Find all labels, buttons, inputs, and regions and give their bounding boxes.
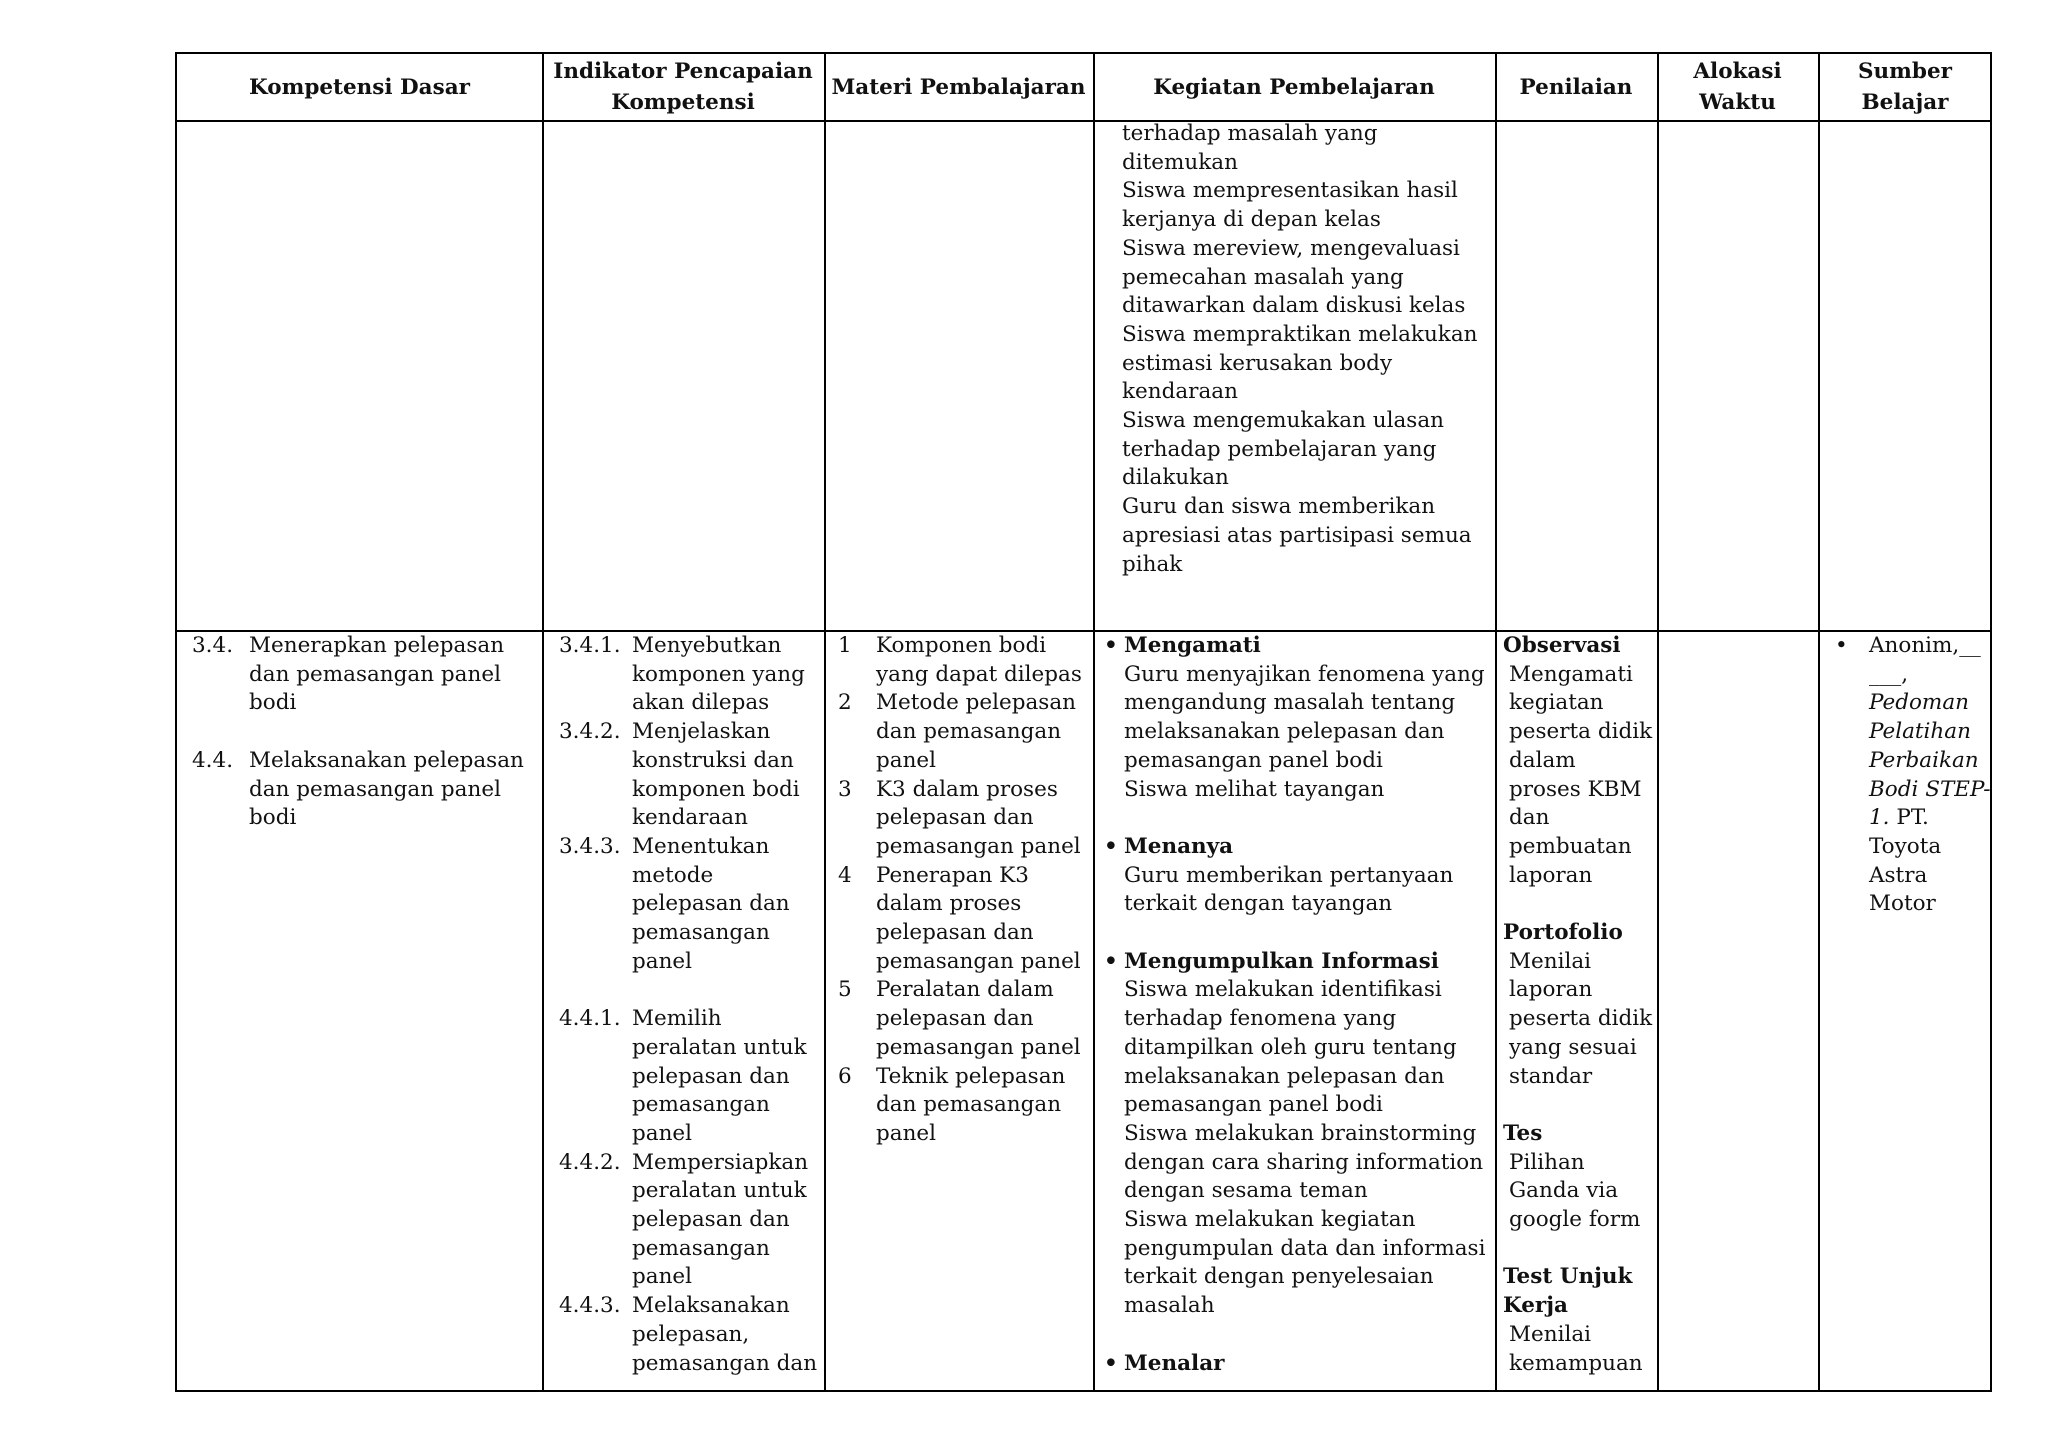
item-text-line: Memilih [632, 1006, 722, 1032]
item-text-line: Teknik pelepasan [876, 1063, 1066, 1089]
item-number: 3.4. [192, 633, 234, 658]
column-divider [1818, 54, 1820, 1390]
kegiatan-step-body [1104, 976, 1492, 1320]
item-text-line: Menjelaskan [632, 719, 771, 745]
item-number: 4.4.1. [559, 1006, 621, 1032]
penilaian-text-line: Pilihan [1509, 1149, 1585, 1175]
penilaian-text-line: peserta didik [1509, 719, 1653, 745]
kegiatan-text-line: ditawarkan dalam diskusi kelas [1122, 293, 1466, 319]
source-title-part: 1. [1869, 805, 1890, 831]
kegiatan-step-body [1104, 862, 1492, 919]
kegiatan-step-heading: • Mengumpulkan Informasi [1104, 948, 1492, 977]
kegiatan-text-line: pihak [1122, 551, 1183, 577]
kegiatan-text-line: dilakukan [1122, 465, 1229, 491]
penilaian-text-line: dalam [1509, 747, 1576, 773]
source-text-line: ___, [1869, 661, 1909, 687]
item-text-line: yang dapat dilepas [876, 661, 1082, 687]
item-number: 4 [838, 862, 852, 888]
item-text-line: metode [632, 862, 714, 888]
column-divider [1495, 54, 1497, 1390]
kegiatan-text-line: apresiasi atas partisipasi semua [1122, 522, 1472, 548]
item-text-line: panel [632, 948, 693, 974]
item-text-line: komponen yang [632, 661, 805, 687]
header-sumber-belajar: Sumber Belajar [1858, 59, 1952, 115]
penilaian-text-line: Mengamati [1509, 661, 1633, 687]
row2-sumber-cell [1835, 632, 1990, 919]
column-divider [1093, 54, 1095, 1390]
item-text-line: pelepasan dan [632, 1063, 790, 1089]
kegiatan-text-line: Guru menyajikan fenomena yang [1124, 661, 1485, 687]
kegiatan-text-line: Guru memberikan pertanyaan [1124, 862, 1454, 888]
item-text-line: Menentukan [632, 833, 770, 859]
penilaian-text-line: pembuatan [1509, 833, 1632, 859]
kegiatan-step-heading: • Menalar [1104, 1350, 1492, 1379]
item-text-line: Menerapkan pelepasan [249, 633, 505, 658]
header-indikator: Indikator Pencapaian Kompetensi [553, 59, 813, 115]
kegiatan-text-line: terkait dengan tayangan [1124, 891, 1393, 917]
source-title-part: Bodi STEP- [1869, 776, 1991, 802]
item-text-line: K3 dalam proses [876, 776, 1058, 802]
header-alokasi-waktu: Alokasi Waktu [1693, 59, 1782, 115]
spacer [1104, 1321, 1492, 1350]
source-text-line: Anonim,__ [1869, 633, 1981, 658]
penilaian-text-line: peserta didik [1509, 1006, 1653, 1032]
penilaian-body [1503, 1321, 1655, 1378]
header-penilaian: Penilaian [1519, 74, 1633, 100]
source-text-line [1869, 747, 1990, 776]
penilaian-text-line: laporan [1509, 862, 1593, 888]
row2-kompetensi-cell [192, 632, 537, 833]
list-item [559, 718, 821, 833]
item-number: 4.4.3. [559, 1293, 621, 1319]
item-number: 6 [838, 1063, 852, 1089]
item-text-line: pelepasan dan [876, 1006, 1034, 1032]
kegiatan-text-line: pengumpulan data dan informasi [1124, 1235, 1486, 1261]
item-text-line: Komponen bodi [876, 633, 1047, 658]
spacer [559, 976, 821, 1005]
list-item [838, 862, 1090, 977]
list-item [192, 747, 537, 833]
list-item [559, 1292, 821, 1378]
item-text-line: dan pemasangan panel [249, 776, 501, 802]
item-text-line: Peralatan dalam [876, 977, 1054, 1003]
source-text-line: Motor [1869, 891, 1936, 917]
item-number: 4.4. [192, 747, 234, 773]
spacer [1503, 1235, 1655, 1264]
kegiatan-text-line: Guru dan siswa memberikan [1122, 494, 1436, 520]
kegiatan-text-line: melaksanakan pelepasan dan [1124, 1063, 1445, 1089]
penilaian-heading: Portofolio [1503, 920, 1623, 946]
bullet-icon: • [1835, 633, 1848, 658]
item-text-line: konstruksi dan [632, 747, 794, 773]
column-divider [824, 54, 826, 1390]
kegiatan-text-line: Siswa melakukan kegiatan [1124, 1207, 1416, 1233]
kegiatan-text-line: Siswa mempraktikan melakukan [1122, 321, 1478, 347]
header-materi: Materi Pembalajaran [831, 74, 1086, 100]
penilaian-body [1503, 1149, 1655, 1235]
source-title-part: Perbaikan [1869, 747, 1979, 773]
item-text-line: pelepasan dan [876, 920, 1034, 946]
source-text-line: Toyota [1869, 833, 1942, 859]
penilaian-text-line: google form [1509, 1207, 1641, 1233]
item-text-line: pemasangan panel [876, 1034, 1081, 1060]
kegiatan-text-line: masalah [1124, 1293, 1215, 1319]
kegiatan-step-heading: • Mengamati [1104, 632, 1492, 661]
item-text-line: pemasangan dan [632, 1350, 818, 1376]
kegiatan-text-line: ditampilkan oleh guru tentang [1124, 1034, 1457, 1060]
kegiatan-text-line: dengan cara sharing information [1124, 1149, 1484, 1175]
item-text-line: dan pemasangan [876, 719, 1062, 745]
item-text-line: peralatan untuk [632, 1178, 807, 1204]
penilaian-text-line: laporan [1509, 977, 1593, 1003]
item-text-line: bodi [249, 805, 297, 831]
item-text-line: Melaksanakan pelepasan [249, 747, 524, 773]
penilaian-heading: Kerja [1503, 1293, 1568, 1319]
kegiatan-text-line: melaksanakan pelepasan dan [1124, 719, 1445, 745]
item-text-line: pemasangan [632, 1092, 770, 1118]
source-text-line [1869, 804, 1990, 833]
source-text-line: Astra [1869, 862, 1928, 888]
header-divider [177, 120, 1990, 122]
penilaian-heading: Test Unjuk [1503, 1264, 1633, 1290]
item-text-line: panel [632, 1120, 693, 1146]
item-text-line: komponen bodi [632, 776, 800, 802]
item-text-line: pelepasan, [632, 1321, 750, 1347]
source-title-part: Pedoman [1869, 690, 1969, 716]
list-item [838, 689, 1090, 775]
list-item [838, 632, 1090, 689]
item-text-line: panel [632, 1264, 693, 1290]
penilaian-text-line: kegiatan [1509, 690, 1604, 716]
item-text-line: pemasangan [632, 1235, 770, 1261]
item-text-line: Metode pelepasan [876, 690, 1077, 716]
item-text-line: dan pemasangan [876, 1092, 1062, 1118]
source-text-line [1869, 689, 1990, 718]
item-text-line: peralatan untuk [632, 1034, 807, 1060]
penilaian-text-line: dan [1509, 805, 1550, 831]
item-text-line: pemasangan [632, 920, 770, 946]
kegiatan-text-line: ditemukan [1122, 149, 1238, 175]
item-text-line: bodi [249, 690, 297, 716]
item-text-line: pelepasan dan [876, 805, 1034, 831]
list-item [559, 632, 821, 718]
item-number: 3 [838, 776, 852, 802]
penilaian-body [1503, 948, 1655, 1092]
item-text-line: Melaksanakan [632, 1293, 790, 1319]
column-divider [542, 54, 544, 1390]
penilaian-body [1503, 661, 1655, 891]
spacer [1503, 890, 1655, 919]
kegiatan-text-line: Siswa mempresentasikan hasil [1122, 178, 1458, 204]
kegiatan-text-line: terkait dengan penyelesaian [1124, 1264, 1434, 1290]
penilaian-text-line: kemampuan [1509, 1350, 1643, 1376]
item-number: 4.4.2. [559, 1149, 621, 1175]
source-publisher-part: PT. [1896, 805, 1929, 831]
kegiatan-text-line: pemasangan panel bodi [1124, 1092, 1383, 1118]
kegiatan-text-line: Siswa melakukan brainstorming [1124, 1120, 1477, 1146]
column-divider [1657, 54, 1659, 1390]
header-kegiatan: Kegiatan Pembelajaran [1153, 74, 1435, 100]
source-text-line [1869, 718, 1990, 747]
source-title-part: Pelatihan [1869, 719, 1971, 745]
list-item [559, 1149, 821, 1293]
penilaian-text-line: Ganda via [1509, 1178, 1619, 1204]
kegiatan-text-line: kendaraan [1122, 379, 1238, 405]
penilaian-heading: Observasi [1503, 633, 1621, 658]
kegiatan-text-line: Siswa mengemukakan ulasan [1122, 408, 1444, 434]
spacer [1503, 1091, 1655, 1120]
kegiatan-text-line: Siswa mereview, mengevaluasi [1122, 235, 1460, 261]
row2-penilaian-cell [1503, 632, 1655, 1378]
item-text-line: pemasangan panel [876, 948, 1081, 974]
item-text-line: kendaraan [632, 805, 748, 831]
source-entry [1835, 632, 1990, 919]
kegiatan-text-line: pemasangan panel bodi [1124, 747, 1383, 773]
list-item [838, 1063, 1090, 1149]
item-text-line: pelepasan dan [632, 1207, 790, 1233]
spacer [192, 718, 537, 747]
item-text-line: akan dilepas [632, 690, 770, 716]
item-text-line: dan pemasangan panel [249, 661, 501, 687]
item-text-line: panel [876, 1120, 937, 1146]
item-number: 3.4.1. [559, 633, 621, 658]
row2-indikator-cell [559, 632, 821, 1378]
kegiatan-text-line: Siswa melihat tayangan [1124, 776, 1385, 802]
item-number: 3.4.3. [559, 833, 621, 859]
kegiatan-text-line: terhadap fenomena yang [1124, 1006, 1397, 1032]
item-number: 2 [838, 690, 852, 716]
row2-kegiatan-cell [1104, 632, 1492, 1378]
kegiatan-text-line: kerjanya di depan kelas [1122, 207, 1381, 233]
row2-materi-cell [838, 632, 1090, 1149]
list-item [559, 1005, 821, 1149]
spacer [1104, 919, 1492, 948]
item-text-line: panel [876, 747, 937, 773]
list-item [838, 976, 1090, 1062]
item-number: 1 [838, 633, 852, 658]
kegiatan-text-line: dengan sesama teman [1124, 1178, 1368, 1204]
kegiatan-text-line: mengandung masalah tentang [1124, 690, 1456, 716]
header-kompetensi-dasar: Kompetensi Dasar [249, 74, 470, 100]
spacer [1104, 804, 1492, 833]
kegiatan-text-line: terhadap pembelajaran yang [1122, 436, 1437, 462]
item-text-line: Penerapan K3 [876, 862, 1029, 888]
penilaian-heading: Tes [1503, 1120, 1543, 1146]
item-text-line: Menyebutkan [632, 633, 782, 658]
penilaian-text-line: yang sesuai [1509, 1034, 1637, 1060]
penilaian-text-line: Menilai [1509, 1321, 1592, 1347]
list-item [192, 632, 537, 718]
kegiatan-text-line: pemecahan masalah yang [1122, 264, 1404, 290]
item-number: 5 [838, 977, 852, 1003]
kegiatan-text-line: terhadap masalah yang [1122, 121, 1378, 146]
item-text-line: pelepasan dan [632, 891, 790, 917]
item-text-line: pemasangan panel [876, 833, 1081, 859]
rpp-table [175, 52, 1992, 1392]
list-item [838, 776, 1090, 862]
list-item [559, 833, 821, 977]
kegiatan-step-heading: • Menanya [1104, 833, 1492, 862]
row1-kegiatan-cell [1122, 120, 1492, 579]
penilaian-text-line: proses KBM [1509, 776, 1642, 802]
kegiatan-step-body [1104, 661, 1492, 805]
item-text-line: dalam proses [876, 891, 1022, 917]
kegiatan-text-line: Siswa melakukan identifikasi [1124, 977, 1442, 1003]
item-text-line: Mempersiapkan [632, 1149, 809, 1175]
kegiatan-text-line: estimasi kerusakan body [1122, 350, 1393, 376]
penilaian-text-line: standar [1509, 1063, 1593, 1089]
source-text-line [1869, 776, 1990, 805]
item-number: 3.4.2. [559, 719, 621, 745]
penilaian-text-line: Menilai [1509, 948, 1592, 974]
